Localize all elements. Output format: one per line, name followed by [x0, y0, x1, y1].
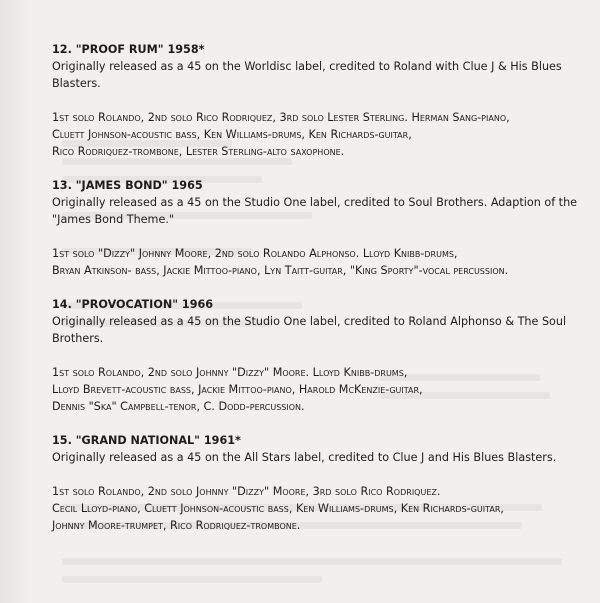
- credits-line: Dennis "Ska" Campbell-tenor, C. Dodd-percussion.: [52, 400, 305, 413]
- credits-line: 1st solo Rolando, 2nd solo Rico Rodriquez, 3rd solo Lester Sterling. Herman Sang-piano,: [52, 111, 510, 124]
- credits-line: Cluett Johnson-acoustic bass, Ken Williams-drums, Ken Richards-guitar,: [52, 128, 412, 141]
- credits-line: Bryan Atkinson- bass, Jackie Mittoo-piano, Lyn Taitt-guitar, "King Sporty"-vocal percussion.: [52, 264, 509, 277]
- credits-line: 1st solo Rolando, 2nd solo Johnny "Dizzy" Moore, 3rd solo Rico Rodriquez.: [52, 485, 441, 498]
- track-entry-15: [52, 432, 582, 534]
- track-title: 12. "PROOF RUM" 1958*: [52, 43, 205, 56]
- track-description: Originally released as a 45 on the Studio One label, credited to Roland Alphonso & The Soul Brothers.: [52, 315, 567, 345]
- credits-line: Cecil Lloyd-piano, Cluett Johnson-acoustic bass, Ken Williams-drums, Ken Richards-guitar,: [52, 502, 504, 515]
- credits-line: Johnny Moore-trumpet, Rico Rodriquez-trombone.: [52, 519, 301, 532]
- track-description: Originally released as a 45 on the Worldisc label, credited to Roland with Clue J & His Blues Blasters.: [52, 60, 562, 90]
- credits-line: 1st solo Rolando, 2nd solo Johnny "Dizzy" Moore. Lloyd Knibb-drums,: [52, 366, 408, 379]
- track-description: Originally released as a 45 on the Studio One label, credited to Soul Brothers. Adaption of the "James Bond Theme.": [52, 196, 578, 226]
- track-title: 13. "JAMES BOND" 1965: [52, 179, 203, 192]
- track-entry-14: [52, 296, 582, 415]
- track-entry-12: [52, 41, 582, 160]
- track-title: 15. "GRAND NATIONAL" 1961*: [52, 434, 241, 447]
- credits-line: Rico Rodriquez-trombone, Lester Sterling-alto saxophone.: [52, 145, 345, 158]
- page-edge-shadow: [0, 0, 30, 603]
- credits-line: 1st solo "Dizzy" Johnny Moore, 2nd solo Rolando Alphonso. Lloyd Knibb-drums,: [52, 247, 458, 260]
- track-description: Originally released as a 45 on the All Stars label, credited to Clue J and His Blues Blasters.: [52, 451, 557, 464]
- track-entry-13: [52, 177, 582, 279]
- track-title: 14. "PROVOCATION" 1966: [52, 298, 214, 311]
- track-notes: [52, 41, 582, 551]
- credits-line: Lloyd Brevett-acoustic bass, Jackie Mittoo-piano, Harold McKenzie-guitar,: [52, 383, 423, 396]
